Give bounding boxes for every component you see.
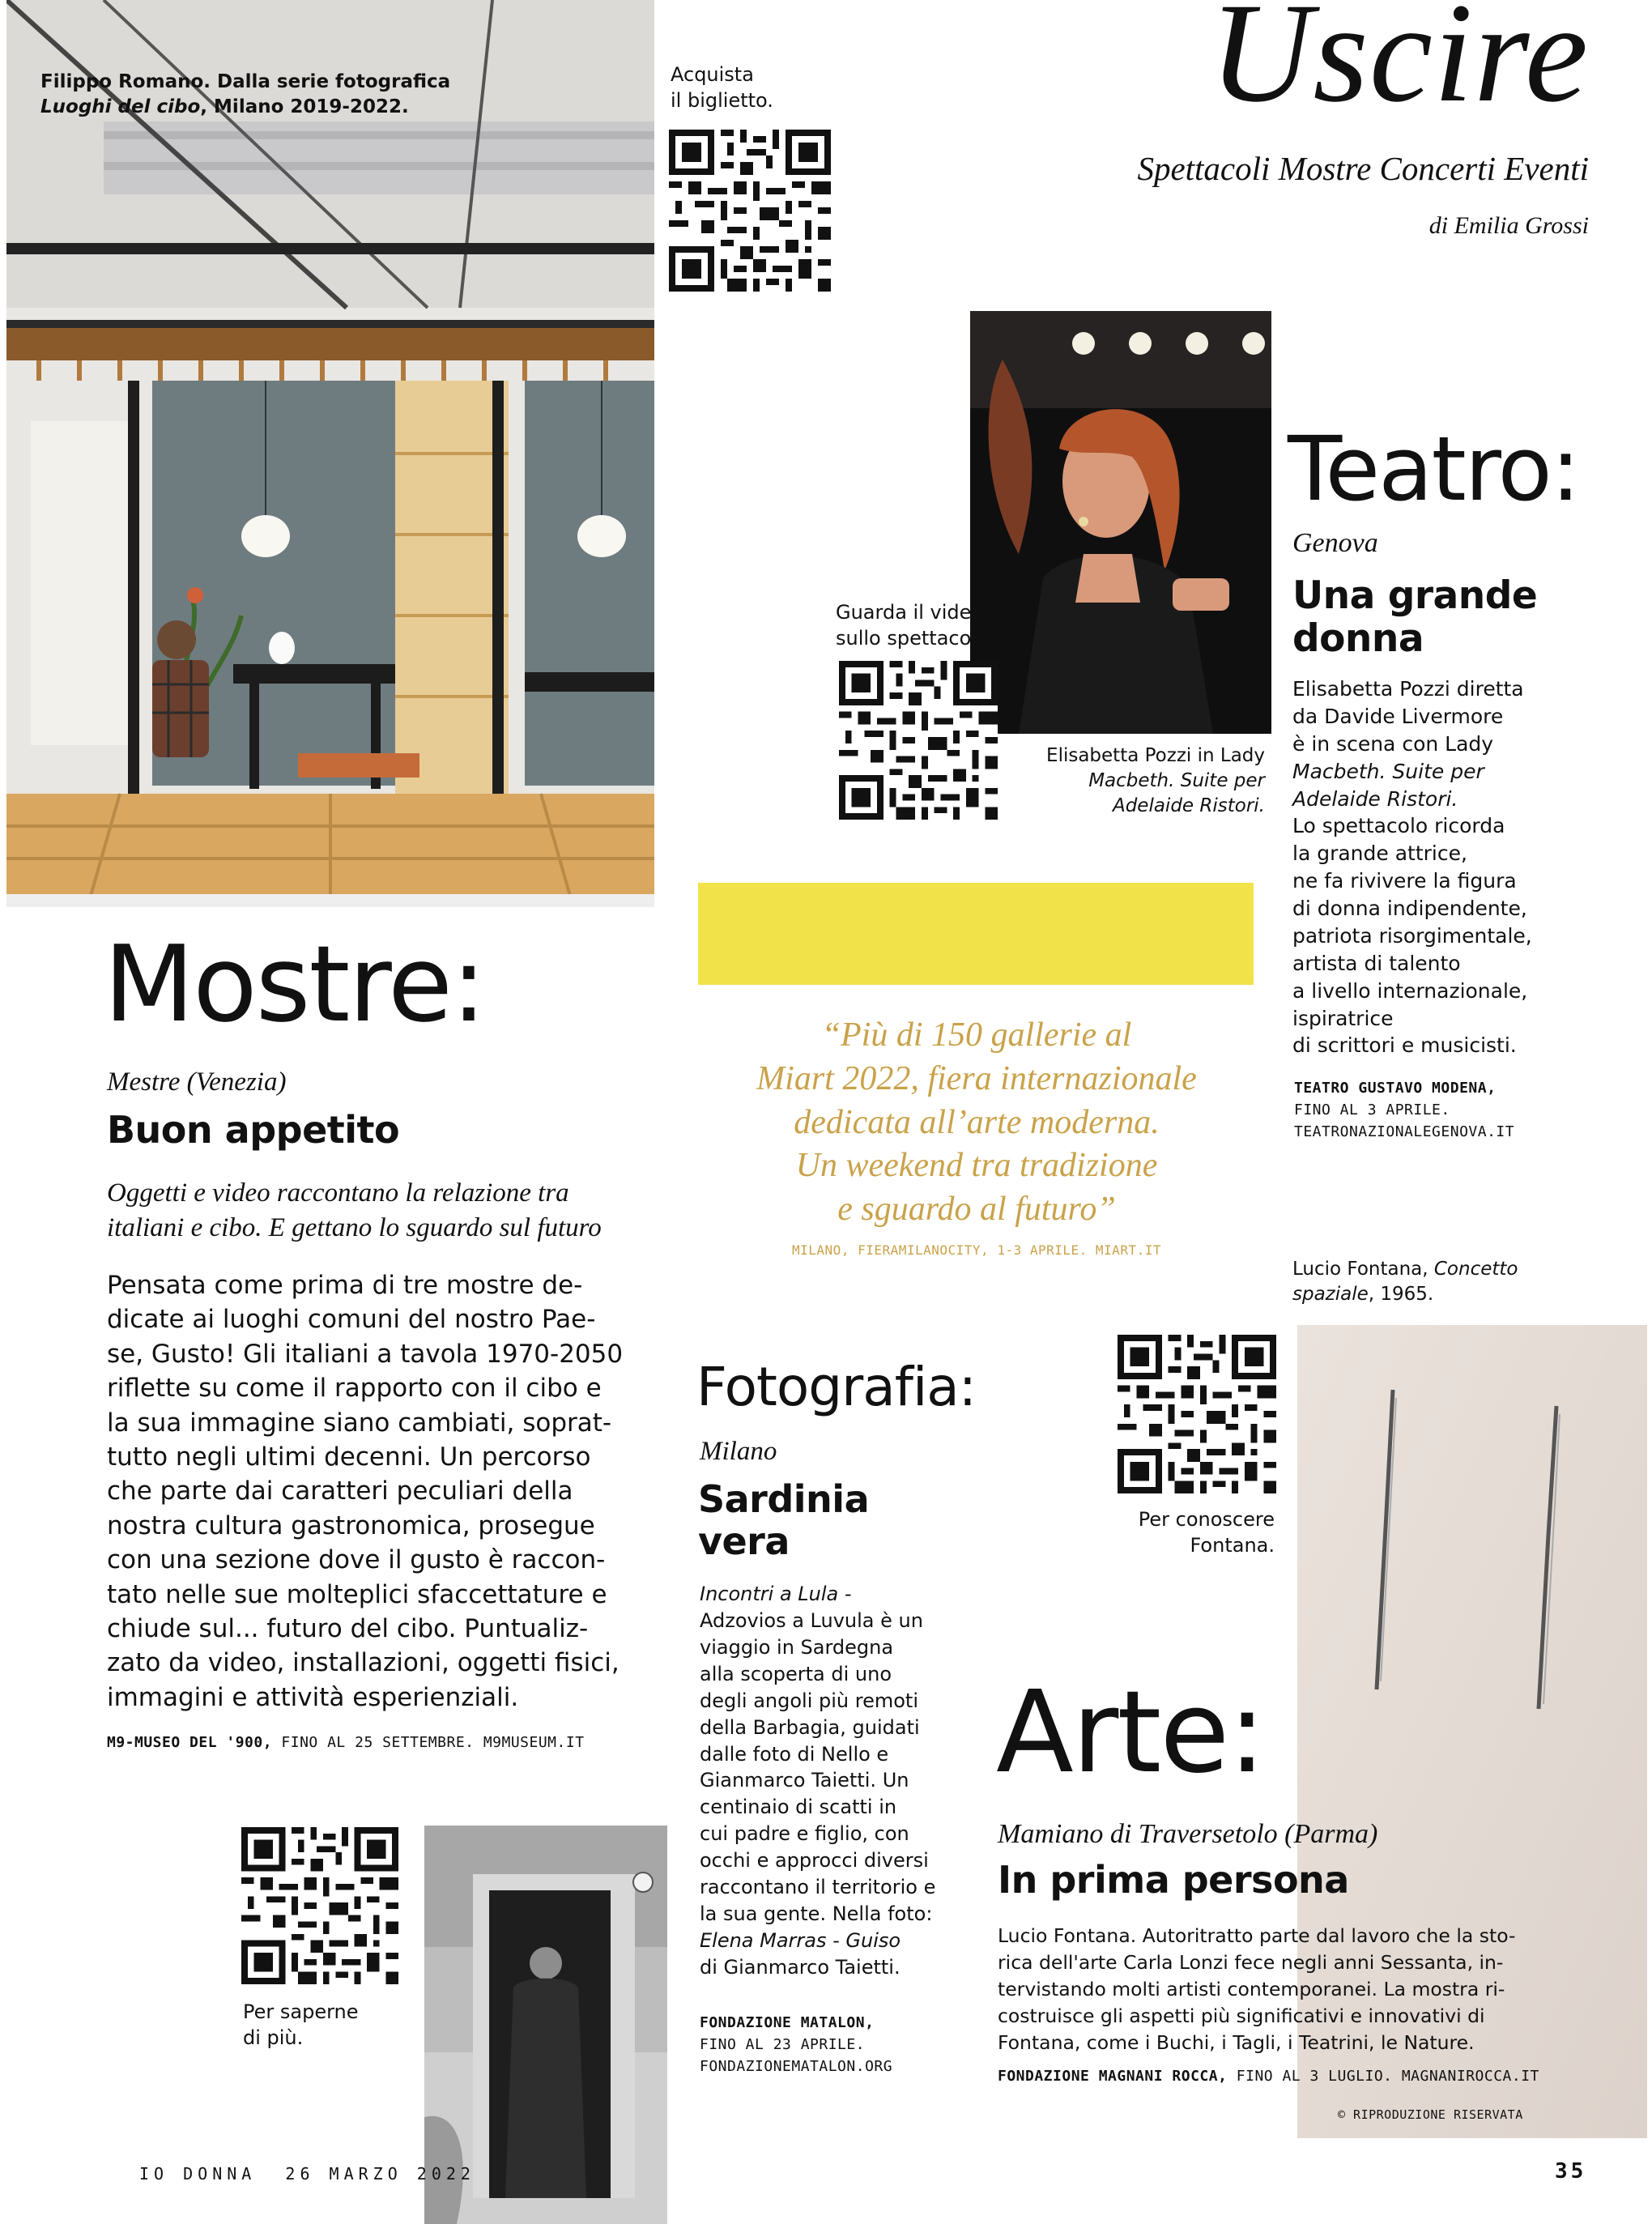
- mostre-body-line: tutto negli ultimi decenni. Un percorso: [107, 1442, 591, 1472]
- fotografia-body: [700, 1581, 991, 1981]
- qr-tickets-label-line1: Acquista: [671, 63, 754, 86]
- fotografia-body-line: la sua gente. Nella foto:: [700, 1902, 933, 1926]
- teatro-body-line: Macbeth. Suite per: [1292, 759, 1484, 783]
- teatro-headline: [1292, 575, 1537, 660]
- fotografia-dates: FINO AL 23 APRILE.: [700, 2036, 866, 2053]
- teatro-photo-caption-line3: Adelaide Ristori.: [1112, 795, 1265, 817]
- teatro-body-line: da Davide Livermore: [1292, 704, 1504, 728]
- arte-info: [998, 2065, 1539, 2087]
- arte-city: Mamiano di Traversetolo (Parma): [998, 1819, 1378, 1849]
- teatro-photo: [970, 311, 1271, 734]
- qr-tickets-label-line2: il biglietto.: [671, 89, 773, 113]
- pull-quote-line: Un weekend tra tradizione: [795, 1147, 1158, 1185]
- mostre-deck-line2: italiani e cibo. E gettano lo sguardo sul futuro: [107, 1212, 602, 1242]
- mostre-body-line: con una sezione dove il gusto è raccon-: [107, 1545, 606, 1575]
- fotografia-body-line: della Barbagia, guidati: [700, 1715, 920, 1739]
- mostre-dates-website[interactable]: FINO AL 25 SETTEMBRE. M9MUSEUM.IT: [272, 1734, 585, 1751]
- teatro-body-line: è in scena con Lady: [1292, 731, 1494, 756]
- arte-qr-label-line1: Per conoscere: [1138, 1508, 1275, 1531]
- fotografia-body-line: raccontano il territorio e: [700, 1876, 936, 1899]
- teatro-info: [1294, 1077, 1514, 1143]
- qr-tickets-label: [671, 62, 832, 114]
- arte-body: [998, 1923, 1581, 2056]
- pull-quote-line: dedicata all’arte moderna.: [794, 1103, 1160, 1141]
- fotografia-body-line: viaggio in Sardegna: [700, 1635, 894, 1659]
- arte-venue: FONDAZIONE MAGNANI ROCCA,: [998, 2068, 1228, 2085]
- fotografia-body-line: cui padre e figlio, con: [700, 1822, 909, 1846]
- arte-photo-caption-line2: [1292, 1282, 1560, 1307]
- page-number: 35: [1555, 2159, 1587, 2184]
- mostre-info: [107, 1732, 585, 1753]
- mostre-body-line: la sua immagine siano cambiati, soprat-: [107, 1408, 612, 1438]
- arte-dates-website[interactable]: FINO AL 3 LUGLIO. MAGNANIROCCA.IT: [1227, 2068, 1539, 2085]
- teatro-body-line: Lo spettacolo ricorda: [1292, 814, 1505, 838]
- qr-code-teatro-video[interactable]: [839, 661, 998, 820]
- pull-quote-line: “Più di 150 gallerie al: [821, 1016, 1132, 1054]
- fotografia-info: [700, 2012, 892, 2077]
- photo-credit-place: , Milano 2019-2022.: [200, 96, 409, 118]
- pull-quote-source: MILANO, FIERAMILANOCITY, 1-3 APRILE. MIART.IT: [792, 1242, 1161, 1258]
- teatro-body-line: artista di talento: [1292, 951, 1461, 975]
- mostre-section-title: Mostre:: [104, 922, 485, 1046]
- teatro-dates: FINO AL 3 APRILE.: [1294, 1101, 1450, 1118]
- photo-credit-series: Luoghi del cibo: [40, 96, 201, 118]
- fotografia-body-line: centinaio di scatti in: [700, 1796, 897, 1819]
- teatro-photo-caption-line2: Macbeth. Suite per: [1088, 770, 1265, 792]
- mostre-body: [107, 1268, 690, 1715]
- teatro-city: Genova: [1292, 528, 1378, 558]
- mostre-body-line: dicate ai luoghi comuni del nostro Pae-: [107, 1305, 596, 1335]
- mostre-body-line: chiude sul... futuro del cibo. Puntualiz-: [107, 1614, 589, 1644]
- teatro-website[interactable]: TEATRONAZIONALEGENOVA.IT: [1294, 1123, 1515, 1140]
- arte-body-line: tervistando molti artisti contemporanei. La mostra ri-: [998, 1977, 1505, 2000]
- arte-photo-caption-artist: Lucio Fontana,: [1292, 1259, 1434, 1280]
- teatro-headline-line2: donna: [1292, 616, 1424, 661]
- mostre-city: Mestre (Venezia): [107, 1067, 287, 1097]
- arte-headline: In prima persona: [998, 1858, 1349, 1902]
- mostre-body-line: nostra cultura gastronomica, prosegue: [107, 1510, 595, 1540]
- teatro-body-line: a livello internazionale,: [1292, 978, 1528, 1003]
- teatro-body-line: di scrittori e musicisti.: [1292, 1033, 1517, 1058]
- arte-section-title: Arte:: [996, 1667, 1265, 1799]
- teatro-venue: TEATRO GUSTAVO MODENA,: [1294, 1080, 1497, 1097]
- teatro-photo-caption: [1012, 743, 1265, 819]
- fotografia-body-line: Gianmarco Taietti. Un: [700, 1769, 909, 1792]
- arte-qr-label: [1077, 1506, 1275, 1559]
- arte-body-line: Fontana, come i Buchi, i Tagli, i Teatrini, le Nature.: [998, 2030, 1475, 2054]
- fotografia-headline-line1: Sardinia: [698, 1477, 870, 1521]
- fotografia-body-line: occhi e approcci diversi: [700, 1849, 929, 1873]
- mostre-body-line: zato da video, installazioni, oggetti fisici,: [107, 1648, 620, 1678]
- teatro-qr-label-line1: Guarda il video: [836, 601, 984, 624]
- mostre-headline: Buon appetito: [107, 1108, 400, 1152]
- highlight-bar: [698, 883, 1254, 985]
- pull-quote-line: e sguardo al futuro”: [837, 1191, 1116, 1228]
- teatro-body-line: ne fa rivivere la figura: [1292, 869, 1517, 893]
- qr-code-arte[interactable]: [1118, 1335, 1276, 1493]
- mostre-body-line: immagini e attività esperienziali.: [107, 1682, 519, 1712]
- pull-quote: [682, 1014, 1271, 1232]
- teatro-qr-label: [836, 599, 998, 652]
- masthead-subtitle: Spettacoli Mostre Concerti Eventi: [1137, 150, 1589, 187]
- masthead-title: Uscire: [1209, 0, 1589, 132]
- teatro-body-line: la grande attrice,: [1292, 841, 1467, 866]
- fotografia-body-line: Incontri a Lula -: [700, 1583, 852, 1605]
- masthead-byline: di Emilia Grossi: [1428, 212, 1589, 239]
- qr-code-tickets[interactable]: [669, 130, 831, 292]
- mostre-body-line: riflette su come il rapporto con il cibo e: [107, 1374, 602, 1404]
- arte-body-line: Lucio Fontana. Autoritratto parte dal lavoro che la sto-: [998, 1924, 1516, 1947]
- arte-qr-label-line2: Fontana.: [1190, 1534, 1275, 1557]
- arte-photo-caption: [1292, 1257, 1560, 1307]
- arte-photo-caption-title-a: Concetto: [1433, 1259, 1518, 1280]
- teatro-section-title: Teatro:: [1288, 417, 1579, 521]
- fotografia-headline: [698, 1479, 869, 1562]
- fotografia-body-line: dalle foto di Nello e: [700, 1742, 889, 1766]
- teatro-qr-label-line2: sullo spettacolo.: [836, 627, 994, 650]
- mostre-body-line: se, Gusto! Gli italiani a tavola 1970-2050: [107, 1339, 624, 1369]
- arte-body-line: costruisce gli aspetti più significativi e innovativi di: [998, 2004, 1485, 2027]
- fotografia-body-line: Adzovios a Luvula è un: [700, 1608, 923, 1632]
- arte-body-line: rica dell'arte Carla Lonzi fece negli anni Sessanta, in-: [998, 1950, 1504, 1974]
- arte-photo-caption-year: , 1965.: [1368, 1284, 1434, 1306]
- arte-photo-caption-line1: [1292, 1257, 1560, 1282]
- fotografia-body-line: degli angoli più remoti: [700, 1689, 918, 1712]
- mostre-venue: M9-MUSEO DEL '900,: [107, 1734, 273, 1751]
- mostre-body-line: tato nelle sue molteplici sfaccettature e: [107, 1579, 607, 1609]
- teatro-photo-caption-line1: Elisabetta Pozzi in Lady: [1046, 745, 1265, 766]
- fotografia-body-line: di Gianmarco Taietti.: [700, 1955, 901, 1979]
- mostre-deck-line1: Oggetti e video raccontano la relazione tra: [107, 1178, 569, 1208]
- copyright-notice: © RIPRODUZIONE RISERVATA: [1338, 2107, 1523, 2122]
- teatro-body: [1292, 675, 1633, 1059]
- photo-credit: [40, 70, 494, 120]
- mostre-body-line: Pensata come prima di tre mostre de-: [107, 1271, 583, 1300]
- fotografia-website[interactable]: FONDAZIONEMATALON.ORG: [700, 2058, 893, 2075]
- mostre-deck: [107, 1176, 674, 1246]
- mostre-qr-label-line2: di più.: [243, 2026, 304, 2050]
- mostre-body-line: che parte dai caratteri peculiari della: [107, 1476, 573, 1506]
- pull-quote-line: Miart 2022, fiera internazionale: [756, 1059, 1197, 1097]
- teatro-body-line: ispiratrice: [1292, 1006, 1394, 1030]
- teatro-body-line: Adelaide Ristori.: [1292, 786, 1458, 811]
- mostre-qr-label: [243, 1999, 405, 2051]
- folio: IO DONNA 26 MARZO 2022: [139, 2164, 475, 2184]
- photo-credit-line2: [40, 95, 494, 120]
- photo-credit-line1: Filippo Romano. Dalla serie fotografica: [40, 71, 451, 92]
- teatro-body-line: di donna indipendente,: [1292, 897, 1527, 920]
- teatro-body-line: patriota risorgimentale,: [1292, 923, 1532, 948]
- fotografia-body-line: Elena Marras - Guiso: [700, 1928, 901, 1952]
- qr-code-mostre[interactable]: [241, 1827, 398, 1984]
- teatro-headline-line1: Una grande: [1292, 573, 1538, 618]
- arte-photo-caption-title-b: spaziale: [1292, 1284, 1369, 1306]
- fotografia-venue: FONDAZIONE MATALON,: [700, 2014, 875, 2031]
- fotografia-body-line: alla scoperta di uno: [700, 1662, 892, 1685]
- fotografia-section-title: Fotografia:: [696, 1356, 976, 1418]
- mostre-qr-label-line1: Per saperne: [243, 2000, 359, 2023]
- restaurant-photo: [6, 0, 654, 907]
- teatro-body-line: Elisabetta Pozzi diretta: [1292, 677, 1524, 701]
- fotografia-headline-line2: vera: [698, 1519, 790, 1563]
- fotografia-city: Milano: [700, 1437, 777, 1466]
